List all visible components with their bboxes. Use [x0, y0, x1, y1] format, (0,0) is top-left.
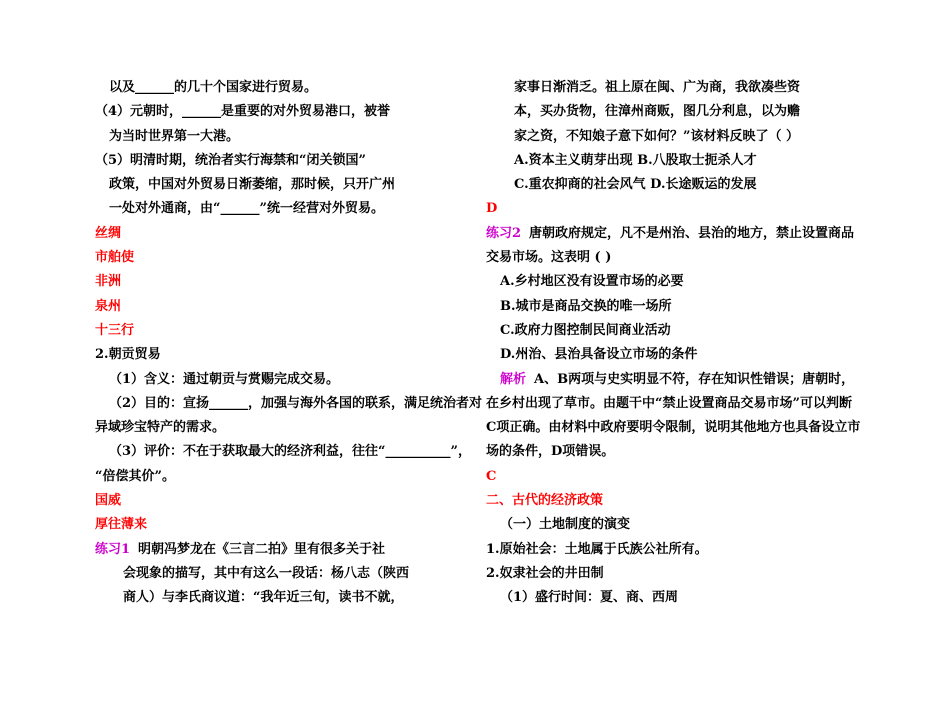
text-line: 家事日渐消乏。祖上原在闽、广为商，我欲凑些资 — [514, 80, 801, 95]
text-line: 1.原始社会：土地属于氏族公社所有。 — [486, 541, 708, 557]
text-line: 家之资，不知娘子意下如何？”该材料反映了（ ） — [514, 128, 800, 144]
text-line: 交易市场。这表明 ( ) — [486, 250, 612, 266]
explanation-tag: 解析 — [500, 371, 527, 387]
exercise-2 — [486, 222, 881, 246]
text-line: 场的条件，D项错误。 — [486, 444, 615, 460]
answer-generous-giving: 厚往薄来 — [95, 517, 148, 533]
exercise-text: 明朝冯梦龙在《三言二拍》里有很多关于社 — [138, 541, 386, 557]
answer-shibo-envoy: 市舶使 — [95, 250, 135, 266]
text-line: （1）盛行时间：夏、商、西周 — [500, 590, 679, 606]
text-line: 为当时世界第一大港。 — [109, 128, 240, 144]
option-line: C.重农抑商的社会风气 D.长途贩运的发展 — [514, 177, 757, 193]
text-line: 政策，中国对外贸易日渐萎缩，那时候，只开广州 — [109, 177, 396, 193]
answer-d: D — [486, 201, 498, 217]
answer-national-prestige: 国威 — [95, 493, 122, 509]
subsection-heading: （一）土地制度的演变 — [500, 517, 631, 533]
answer-thirteen-hongs: 十三行 — [95, 322, 135, 338]
exercise-tag: 练习1 — [95, 541, 131, 557]
text-line: （3）评价：不在于获取最大的经济利益，往往“__________”， — [109, 444, 472, 460]
answer-africa: 非洲 — [95, 274, 122, 290]
text-line: 本，买办货物，往漳州商贩，图几分利息，以为赡 — [514, 104, 801, 120]
left-column — [95, 76, 490, 611]
option-line: D.州治、县治具备设立市场的条件 — [500, 347, 698, 363]
right-column — [486, 76, 881, 611]
text-line: C项正确。由材料中政府要明令限制，说明其他地方也具备设立市 — [486, 420, 861, 436]
exercise-tag: 练习2 — [486, 225, 522, 241]
text-line: “倍偿其价”。 — [95, 468, 175, 484]
text-line: 在乡村出现了草市。由题干中“禁止设置商品交易市场”可以判断 — [486, 395, 852, 411]
exercise-1 — [95, 538, 490, 562]
text-line: 2.奴隶社会的井田制 — [486, 565, 604, 581]
answer-silk: 丝绸 — [95, 225, 122, 241]
text-line: 会现象的描写，其中有这么一段话：杨八志（陕西 — [123, 565, 410, 581]
text-line: 一处对外通商，由“______”统一经营对外贸易。 — [109, 201, 384, 217]
option-line: C.政府力图控制民间商业活动 — [500, 322, 671, 338]
option-line: A.资本主义萌芽出现 B.八股取士扼杀人才 — [514, 152, 757, 168]
text-line: （4）元朝时，______是重要的对外贸易港口，被誉 — [95, 104, 391, 120]
explanation-text: A、B两项与史实明显不符，存在知识性错误；唐朝时， — [534, 371, 855, 387]
text-line: 异域珍宝特产的需求。 — [95, 420, 226, 436]
answer-quanzhou: 泉州 — [95, 298, 122, 314]
option-line: A.乡村地区没有设置市场的必要 — [500, 274, 684, 290]
option-line: B.城市是商品交换的唯一场所 — [500, 298, 672, 314]
text-line: （2）目的：宣扬______，加强与海外各国的联系，满足统治者对 — [109, 395, 483, 411]
explanation — [486, 368, 881, 392]
exercise-text: 唐朝政府规定，凡不是州治、县治的地方，禁止设置商品 — [529, 225, 855, 241]
text-line: 商人）与李氏商议道：“我年近三旬，读书不就， — [123, 590, 404, 606]
section-heading: 2.朝贡贸易 — [95, 347, 161, 363]
text-line: （1）含义：通过朝贡与赏赐完成交易。 — [109, 371, 340, 387]
text-line: 以及______的几十个国家进行贸易。 — [109, 80, 318, 95]
section-heading: 二、古代的经济政策 — [486, 493, 604, 509]
answer-c: C — [486, 468, 497, 484]
text-line: （5）明清时期，统治者实行海禁和“闭关锁国” — [95, 152, 367, 168]
